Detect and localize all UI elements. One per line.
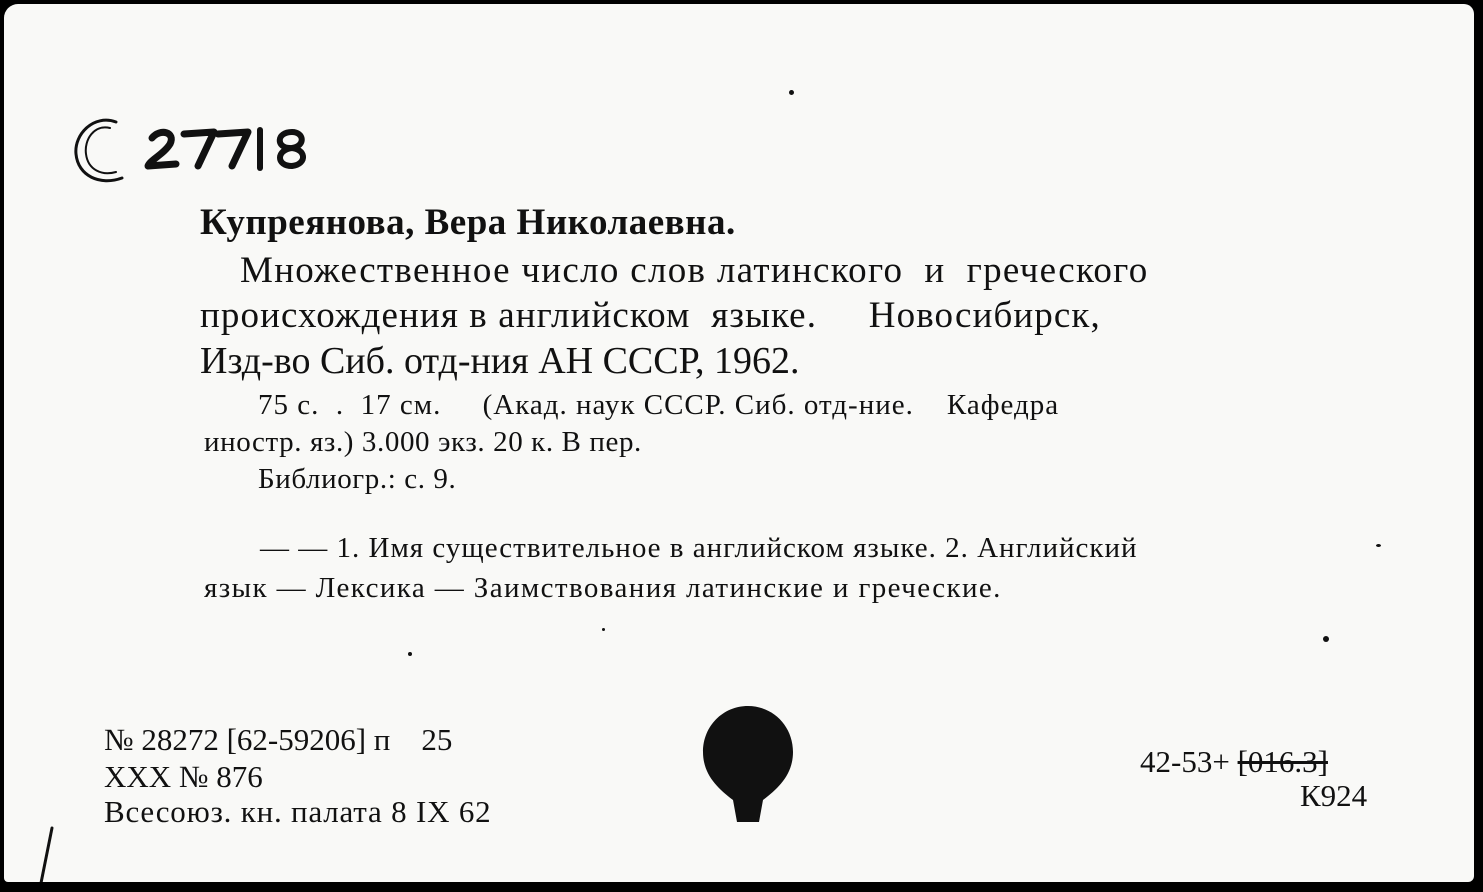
- speck: [1376, 544, 1381, 547]
- class-code: 42-53+: [1140, 744, 1230, 779]
- speck: [1323, 636, 1329, 642]
- struck-class-code: [016.3]: [1237, 744, 1328, 779]
- physical-line-2: иностр. яз.) 3.000 экз. 20 к. В пер.: [204, 426, 642, 458]
- handwritten-catalog-mark: [64, 104, 344, 194]
- pencil-slash: [34, 824, 58, 882]
- speck: [602, 628, 605, 631]
- subject-line-1: — — 1. Имя существительное в английском языке. 2. Английский: [260, 532, 1138, 564]
- title-line-2: происхождения в английском языке. Новосибирск,: [200, 295, 1101, 336]
- title-line-1: Множественное число слов латинского и греческого: [240, 250, 1149, 291]
- punched-hole: [701, 704, 795, 834]
- physical-line-1: 75 с. . 17 см. (Акад. наук СССР. Сиб. отд-ние. Кафедра: [258, 389, 1060, 421]
- author-sign: К924: [1300, 778, 1368, 813]
- footer-left-line-2: XXX № 876: [104, 759, 263, 794]
- footer-left-line-1: № 28272 [62-59206] п 25: [104, 722, 453, 757]
- bibliography-note: Библиогр.: с. 9.: [258, 463, 457, 495]
- footer-right-line-1: [1140, 746, 1328, 777]
- subject-line-2: язык — Лексика — Заимствования латинские и греческие.: [204, 572, 1002, 604]
- title-line-3: Изд-во Сиб. отд-ния АН СССР, 1962.: [200, 340, 800, 382]
- author-heading: Купреянова, Вера Николаевна.: [200, 202, 736, 243]
- speck: [789, 90, 794, 95]
- speck: [408, 652, 412, 656]
- footer-left-line-3: Всесоюз. кн. палата 8 IX 62: [104, 794, 492, 829]
- catalog-card: [4, 4, 1474, 882]
